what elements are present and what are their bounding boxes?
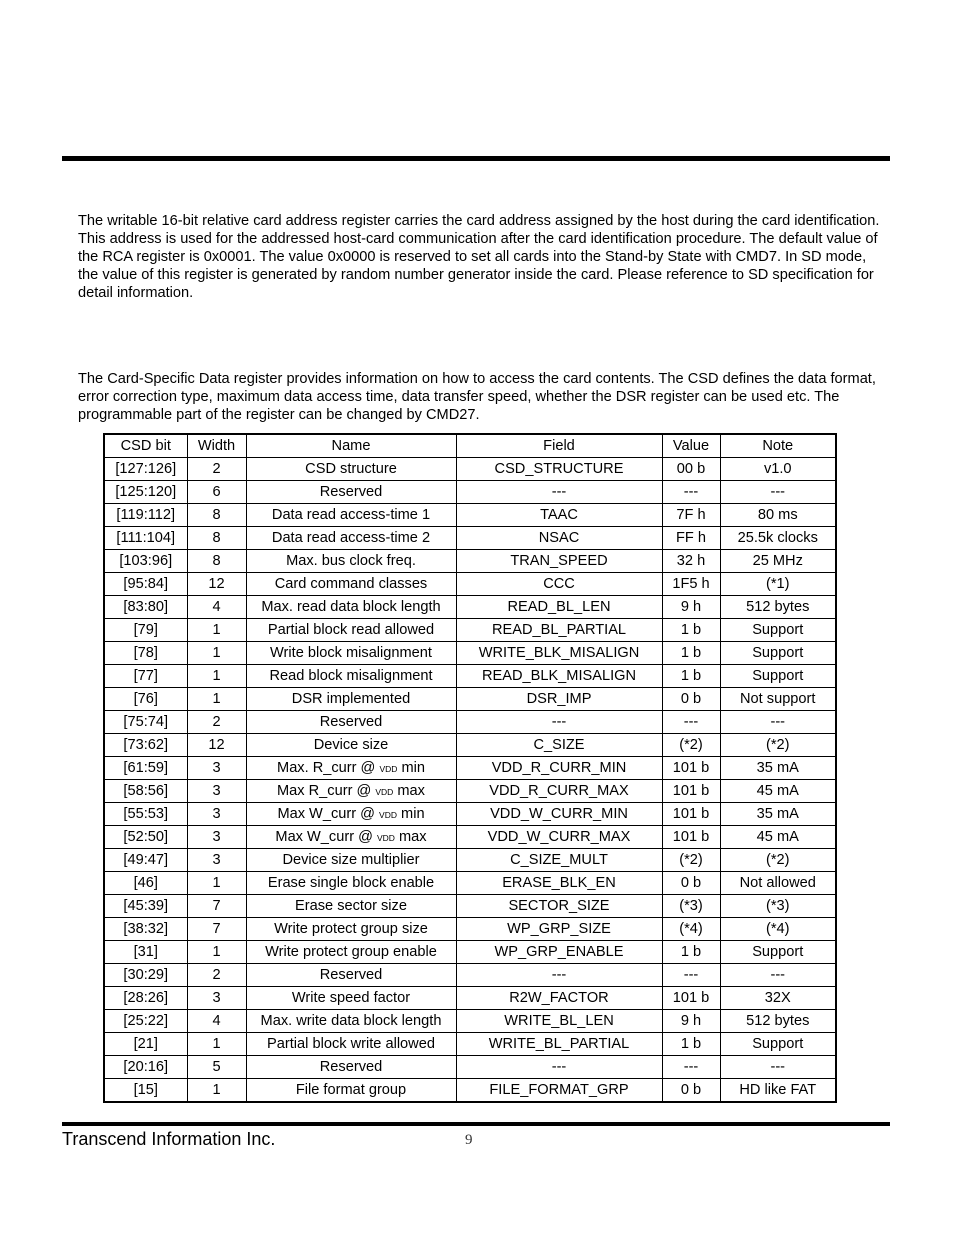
table-row [104, 711, 836, 734]
cell-value: 32 h [662, 550, 720, 573]
cell-note: --- [720, 711, 836, 734]
cell-value: 101 b [662, 987, 720, 1010]
cell-name-suffix: min [401, 760, 425, 776]
cell-field: DSR_IMP [456, 688, 662, 711]
cell-value: 101 b [662, 757, 720, 780]
cell-value: (*4) [662, 918, 720, 941]
cell-field: C_SIZE_MULT [456, 849, 662, 872]
cell-name: Reserved [246, 481, 456, 504]
cell-note: 512 bytes [720, 1010, 836, 1033]
cell-note: --- [720, 964, 836, 987]
cell-value: --- [662, 964, 720, 987]
cell-csd-bit: [111:104] [104, 527, 187, 550]
cell-width: 12 [187, 573, 246, 596]
cell-note: Support [720, 642, 836, 665]
cell-field: WRITE_BLK_MISALIGN [456, 642, 662, 665]
cell-name-vdd: VDD [377, 833, 395, 843]
table-row [104, 826, 836, 849]
cell-value: FF h [662, 527, 720, 550]
cell-width: 8 [187, 550, 246, 573]
table-row [104, 918, 836, 941]
table-row [104, 1010, 836, 1033]
cell-name: Data read access-time 2 [246, 527, 456, 550]
cell-csd-bit: [103:96] [104, 550, 187, 573]
cell-csd-bit: [119:112] [104, 504, 187, 527]
cell-csd-bit: [77] [104, 665, 187, 688]
cell-field: WP_GRP_SIZE [456, 918, 662, 941]
table-row [104, 458, 836, 481]
cell-note: Support [720, 665, 836, 688]
cell-value: 101 b [662, 803, 720, 826]
cell-note: Support [720, 619, 836, 642]
cell-note: 32X [720, 987, 836, 1010]
cell-field: R2W_FACTOR [456, 987, 662, 1010]
cell-name [246, 757, 456, 780]
cell-name-vdd: VDD [379, 810, 397, 820]
cell-value: 101 b [662, 826, 720, 849]
header-width: Width [187, 434, 246, 458]
cell-width: 3 [187, 849, 246, 872]
cell-field: VDD_R_CURR_MAX [456, 780, 662, 803]
cell-field: WP_GRP_ENABLE [456, 941, 662, 964]
cell-name: Partial block read allowed [246, 619, 456, 642]
cell-csd-bit: [49:47] [104, 849, 187, 872]
cell-csd-bit: [28:26] [104, 987, 187, 1010]
footer-rule [62, 1122, 890, 1126]
cell-width: 6 [187, 481, 246, 504]
cell-note: --- [720, 1056, 836, 1079]
cell-csd-bit: [127:126] [104, 458, 187, 481]
cell-width: 4 [187, 596, 246, 619]
cell-width: 1 [187, 941, 246, 964]
footer-company: Transcend Information Inc. [62, 1129, 276, 1149]
cell-field: CCC [456, 573, 662, 596]
cell-value: (*2) [662, 734, 720, 757]
cell-value: 0 b [662, 872, 720, 895]
cell-name [246, 826, 456, 849]
cell-field: READ_BL_PARTIAL [456, 619, 662, 642]
cell-name-suffix: min [401, 806, 425, 822]
cell-width: 3 [187, 987, 246, 1010]
table-row [104, 642, 836, 665]
cell-csd-bit: [25:22] [104, 1010, 187, 1033]
cell-width: 3 [187, 757, 246, 780]
table-row [104, 596, 836, 619]
cell-note: Support [720, 941, 836, 964]
cell-value: 1 b [662, 1033, 720, 1056]
cell-width: 1 [187, 688, 246, 711]
cell-note: (*2) [720, 734, 836, 757]
cell-field: ERASE_BLK_EN [456, 872, 662, 895]
table-row [104, 895, 836, 918]
table-row [104, 1033, 836, 1056]
cell-name: Device size multiplier [246, 849, 456, 872]
cell-note: 512 bytes [720, 596, 836, 619]
cell-csd-bit: [45:39] [104, 895, 187, 918]
table-row [104, 1056, 836, 1079]
table-header-row [104, 434, 836, 458]
cell-name: Max. write data block length [246, 1010, 456, 1033]
header-rule [62, 156, 890, 161]
table-row [104, 987, 836, 1010]
cell-csd-bit: [58:56] [104, 780, 187, 803]
header-csd-bit: CSD bit [104, 434, 187, 458]
cell-note: Not allowed [720, 872, 836, 895]
cell-value: 0 b [662, 1079, 720, 1103]
cell-name: Reserved [246, 711, 456, 734]
cell-field: --- [456, 711, 662, 734]
cell-name: CSD structure [246, 458, 456, 481]
cell-note: 45 mA [720, 780, 836, 803]
table-row [104, 941, 836, 964]
cell-width: 1 [187, 1033, 246, 1056]
cell-value: 9 h [662, 596, 720, 619]
table-row [104, 481, 836, 504]
cell-value: 9 h [662, 1010, 720, 1033]
cell-width: 3 [187, 780, 246, 803]
cell-name-text: Max. R_curr @ [277, 760, 376, 776]
cell-note: 45 mA [720, 826, 836, 849]
cell-note: (*3) [720, 895, 836, 918]
cell-width: 1 [187, 1079, 246, 1103]
cell-name: Erase single block enable [246, 872, 456, 895]
cell-value: 0 b [662, 688, 720, 711]
cell-name: Read block misalignment [246, 665, 456, 688]
cell-name: Write protect group size [246, 918, 456, 941]
cell-note: Not support [720, 688, 836, 711]
cell-note: 25.5k clocks [720, 527, 836, 550]
table-row [104, 665, 836, 688]
cell-name: Reserved [246, 964, 456, 987]
cell-field: CSD_STRUCTURE [456, 458, 662, 481]
cell-field: TAAC [456, 504, 662, 527]
cell-note: 80 ms [720, 504, 836, 527]
table-row [104, 1079, 836, 1103]
table-row [104, 849, 836, 872]
rca-description: The writable 16-bit relative card address register carries the card address assigned by the host during the card identification. This address is used for the addressed host-card communication after the card identification procedure. The default value of the RCA register is 0x0001. The value 0x0000 is reserved to set all cards into the Stand-by State with CMD7. In SD mode, the value of this register is generated by random number generator inside the card. Please reference to SD specification for detail information. [78, 213, 880, 301]
cell-csd-bit: [46] [104, 872, 187, 895]
table-row [104, 780, 836, 803]
header-note: Note [720, 434, 836, 458]
cell-value: 101 b [662, 780, 720, 803]
csd-description: The Card-Specific Data register provides information on how to access the card contents. The CSD defines the data format, error correction type, maximum data access time, data transfer speed, whether the DSR register can be used etc. The programmable part of the register can be changed by CMD27. [78, 371, 876, 423]
cell-note: (*4) [720, 918, 836, 941]
cell-value: 1 b [662, 619, 720, 642]
cell-field: VDD_R_CURR_MIN [456, 757, 662, 780]
header-field: Field [456, 434, 662, 458]
cell-name-vdd: VDD [379, 764, 398, 774]
cell-name: DSR implemented [246, 688, 456, 711]
cell-width: 8 [187, 504, 246, 527]
cell-name: Max. read data block length [246, 596, 456, 619]
cell-csd-bit: [55:53] [104, 803, 187, 826]
cell-value: (*3) [662, 895, 720, 918]
cell-width: 1 [187, 872, 246, 895]
cell-csd-bit: [76] [104, 688, 187, 711]
cell-field: FILE_FORMAT_GRP [456, 1079, 662, 1103]
cell-csd-bit: [31] [104, 941, 187, 964]
cell-note: 35 mA [720, 803, 836, 826]
cell-value: --- [662, 711, 720, 734]
table-row [104, 527, 836, 550]
table-row [104, 734, 836, 757]
cell-csd-bit: [20:16] [104, 1056, 187, 1079]
cell-note: HD like FAT [720, 1079, 836, 1103]
cell-value: --- [662, 1056, 720, 1079]
cell-csd-bit: [95:84] [104, 573, 187, 596]
csd-register-table [103, 433, 837, 1103]
cell-note: --- [720, 481, 836, 504]
cell-width: 8 [187, 527, 246, 550]
cell-csd-bit: [38:32] [104, 918, 187, 941]
cell-csd-bit: [15] [104, 1079, 187, 1103]
cell-name-text: Max W_curr @ [277, 806, 375, 822]
cell-value: 1 b [662, 665, 720, 688]
cell-note: (*1) [720, 573, 836, 596]
cell-field: TRAN_SPEED [456, 550, 662, 573]
cell-name: Write block misalignment [246, 642, 456, 665]
cell-name-suffix: max [399, 829, 427, 845]
cell-value: 7F h [662, 504, 720, 527]
cell-csd-bit: [125:120] [104, 481, 187, 504]
cell-note: 35 mA [720, 757, 836, 780]
cell-field: SECTOR_SIZE [456, 895, 662, 918]
cell-field: WRITE_BL_LEN [456, 1010, 662, 1033]
table-row [104, 964, 836, 987]
cell-width: 2 [187, 964, 246, 987]
cell-value: --- [662, 481, 720, 504]
cell-field: --- [456, 481, 662, 504]
cell-name [246, 803, 456, 826]
table-row [104, 573, 836, 596]
cell-note: (*2) [720, 849, 836, 872]
cell-width: 3 [187, 826, 246, 849]
cell-csd-bit: [61:59] [104, 757, 187, 780]
cell-field: VDD_W_CURR_MIN [456, 803, 662, 826]
cell-csd-bit: [75:74] [104, 711, 187, 734]
cell-name-suffix: max [397, 783, 425, 799]
table-row [104, 504, 836, 527]
cell-field: READ_BLK_MISALIGN [456, 665, 662, 688]
header-value: Value [662, 434, 720, 458]
cell-value: 00 b [662, 458, 720, 481]
cell-name: Max. bus clock freq. [246, 550, 456, 573]
cell-note: Support [720, 1033, 836, 1056]
cell-name-text: Max R_curr @ [277, 783, 372, 799]
cell-width: 3 [187, 803, 246, 826]
cell-width: 7 [187, 918, 246, 941]
page-number: 9 [465, 1132, 473, 1148]
cell-csd-bit: [52:50] [104, 826, 187, 849]
cell-width: 2 [187, 711, 246, 734]
cell-name: Partial block write allowed [246, 1033, 456, 1056]
cell-note: v1.0 [720, 458, 836, 481]
cell-csd-bit: [21] [104, 1033, 187, 1056]
cell-csd-bit: [30:29] [104, 964, 187, 987]
cell-csd-bit: [79] [104, 619, 187, 642]
cell-name: Write protect group enable [246, 941, 456, 964]
cell-name: Erase sector size [246, 895, 456, 918]
table-row [104, 619, 836, 642]
cell-field: VDD_W_CURR_MAX [456, 826, 662, 849]
cell-csd-bit: [78] [104, 642, 187, 665]
cell-name: Write speed factor [246, 987, 456, 1010]
cell-width: 12 [187, 734, 246, 757]
cell-name-text: Max W_curr @ [275, 829, 373, 845]
cell-width: 7 [187, 895, 246, 918]
cell-name-vdd: VDD [375, 787, 394, 797]
cell-field: READ_BL_LEN [456, 596, 662, 619]
table-row [104, 872, 836, 895]
cell-name: Card command classes [246, 573, 456, 596]
cell-note: 25 MHz [720, 550, 836, 573]
cell-field: C_SIZE [456, 734, 662, 757]
table-row [104, 550, 836, 573]
cell-field: WRITE_BL_PARTIAL [456, 1033, 662, 1056]
cell-name: Device size [246, 734, 456, 757]
cell-value: 1 b [662, 642, 720, 665]
cell-value: 1 b [662, 941, 720, 964]
cell-width: 2 [187, 458, 246, 481]
cell-name: File format group [246, 1079, 456, 1103]
cell-field: NSAC [456, 527, 662, 550]
table-row [104, 688, 836, 711]
cell-width: 1 [187, 642, 246, 665]
cell-name: Data read access-time 1 [246, 504, 456, 527]
cell-name [246, 780, 456, 803]
table-body [104, 458, 836, 1103]
cell-csd-bit: [83:80] [104, 596, 187, 619]
table-row [104, 803, 836, 826]
table-row [104, 757, 836, 780]
cell-value: 1F5 h [662, 573, 720, 596]
cell-value: (*2) [662, 849, 720, 872]
cell-name: Reserved [246, 1056, 456, 1079]
cell-width: 4 [187, 1010, 246, 1033]
cell-width: 5 [187, 1056, 246, 1079]
cell-field: --- [456, 1056, 662, 1079]
cell-width: 1 [187, 665, 246, 688]
cell-width: 1 [187, 619, 246, 642]
cell-field: --- [456, 964, 662, 987]
cell-csd-bit: [73:62] [104, 734, 187, 757]
header-name: Name [246, 434, 456, 458]
